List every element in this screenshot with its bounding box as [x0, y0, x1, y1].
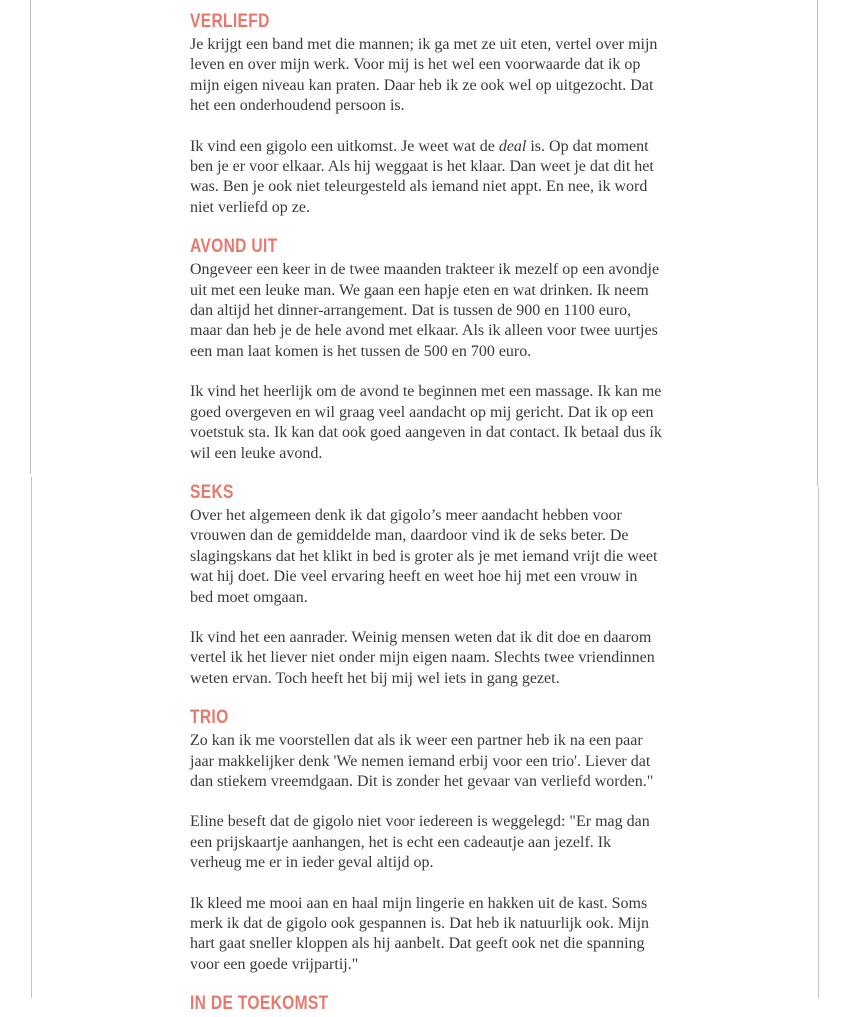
article-sections: [190, 13, 664, 1013]
article-section: [190, 481, 664, 689]
page-edge-right-upper: [817, 0, 818, 486]
paragraph: Zo kan ik me voorstellen dat als ik weer een partner heb ik na een paar jaar makkelijker denk 'We nemen iemand erbij voor een trio'. Liever dat dan stiekem vreemdgaan. Dit is zonder het gevaar van verliefd worden.": [190, 732, 654, 790]
paragraph: Ik vind het een aanrader. Weinig mensen weten dat ik dit doe en daarom vertel ik het liever niet onder mijn eigen naam. Slechts twee vriendinnen weten ervan. Toch heeft het bij mij wel iets in gang gezet.: [190, 628, 655, 687]
article-content: [190, 13, 664, 1017]
page-edge-left-upper: [30, 0, 31, 474]
italic-text: deal: [498, 137, 527, 155]
section-heading: AVOND UIT: [190, 236, 278, 258]
paragraph: Ik kleed me mooi aan en haal mijn lingerie en hakken uit de kast. Soms merk ik dat de gigolo ook gespannen is. Dat heb ik natuurlijk ook. Mijn hart gaat sneller kloppen als hij aanbelt. Dat geeft ook net die spanning voor een goede vrijpartij.": [190, 894, 650, 973]
section-heading: TRIO: [190, 707, 229, 729]
paragraph: Over het algemeen denk ik dat gigolo’s meer aandacht hebben voor vrouwen dan de gemiddelde man, daardoor vind ik de seks beter. De slagingskans dat het klikt in bed is groter als je met iemand vrijt die weet wat hij doet. Die veel ervaring heeft en weet hoe hij met een vrouw in bed moet omgaan.: [190, 506, 658, 606]
paragraph: Ongeveer een keer in de twee maanden trakteer ik mezelf op een avondje uit met een leuke man. We gaan een hapje eten en wat drinken. Ik neem dan altijd het dinner-arrangement. Dat is tussen de 900 en 1100 euro, maar dan heb je de hele avond met elkaar. Als ik alleen voor twee uurtjes een man laat komen is het tussen de 500 en 700 euro.: [190, 261, 660, 360]
paragraph: Ik vind een gigolo een uitkomst. Je weet wat de deal is. Op dat moment ben je er voor elkaar. Als hij weggaat is het klaar. Dan weet je dat dit het was. Ben je ook niet teleurgesteld als iemand niet appt. En nee, ik word niet verliefd op ze.: [190, 137, 654, 216]
page-edge-right-lower: [818, 487, 819, 998]
article-section: [190, 709, 664, 975]
paragraph: Eline beseft dat de gigolo niet voor iedereen is weggelegd: "Er mag dan een prijskaartje aanhangen, het is echt een cadeautje aan jezelf. Ik verheug me er in ieder geval altijd op.: [190, 813, 650, 872]
page-edge-left-lower: [31, 477, 32, 998]
article-section: [190, 238, 664, 464]
section-heading: IN DE TOEKOMST: [190, 993, 329, 1015]
section-heading: VERLIEFD: [190, 11, 270, 32]
section-heading: SEKS: [190, 481, 234, 503]
paragraph: Ik vind het heerlijk om de avond te beginnen met een massage. Ik kan me goed overgeven en wil graag veel aandacht op mij gericht. Dat ik op een voetstuk sta. Ik kan dat ook goed aangeven in dat contact. Ik betaal dus ík wil een leuke avond.: [190, 383, 662, 462]
article-section: [190, 13, 664, 218]
paragraph: Je krijgt een band met die mannen; ik ga met ze uit eten, vertel over mijn leven en over mijn werk. Voor mij is het wel een voorwaarde dat ik op mijn eigen niveau kan praten. Daar heb ik ze ook wel op uitgezocht. Dat het een onderhoudend persoon is.: [190, 36, 658, 115]
